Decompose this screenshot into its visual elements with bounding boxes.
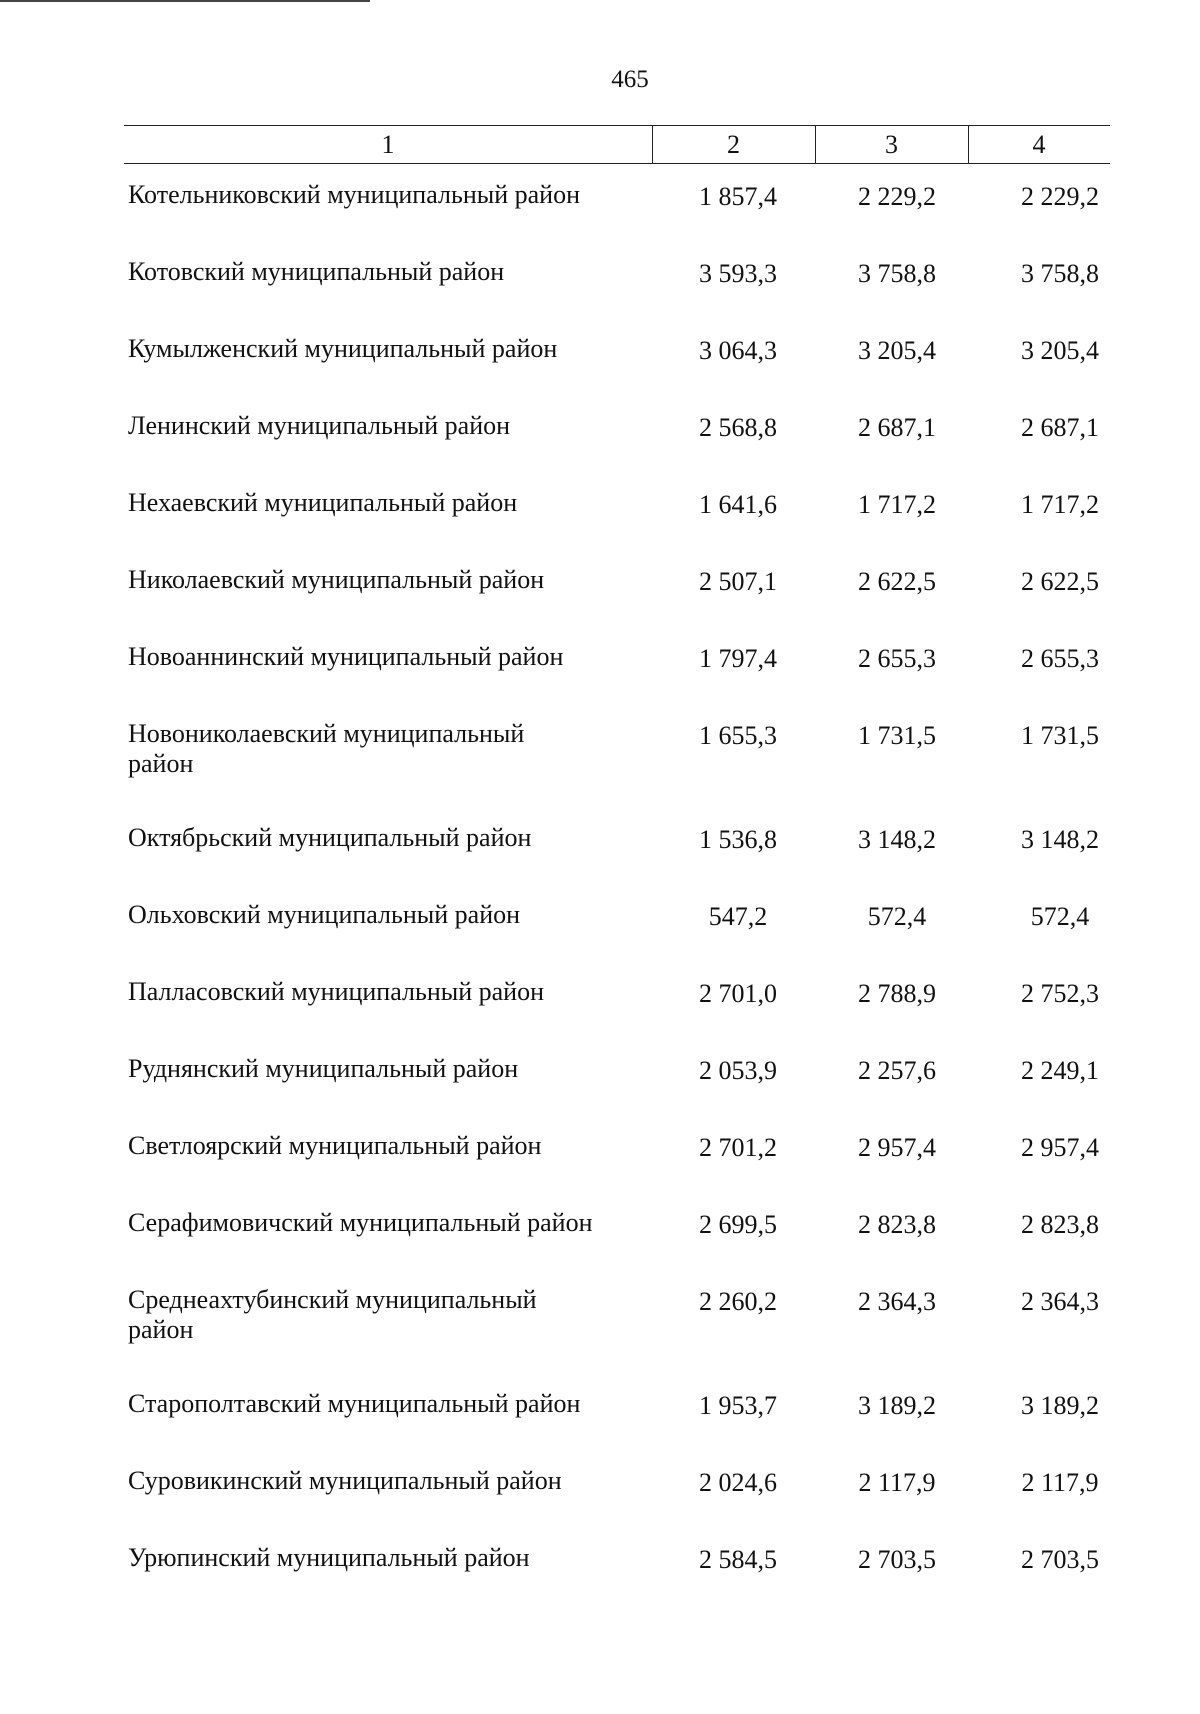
- value-col-4: 2 957,4: [1021, 1133, 1099, 1162]
- district-name: Котельниковский муниципальный район: [128, 180, 580, 209]
- table-row: [0, 334, 1200, 411]
- value-col-4: 2 703,5: [1021, 1545, 1099, 1574]
- header-col-3: 3: [885, 130, 898, 159]
- value-col-3: 3 758,8: [858, 259, 936, 288]
- value-col-4: 3 189,2: [1021, 1391, 1099, 1420]
- header-col-1: 1: [381, 130, 395, 159]
- value-col-4: 2 117,9: [1021, 1468, 1099, 1497]
- value-col-4: 3 758,8: [1021, 259, 1099, 288]
- table-row: [0, 1466, 1200, 1543]
- district-name: Новоаннинский муниципальный район: [128, 642, 564, 671]
- value-col-3: 2 788,9: [858, 979, 936, 1008]
- value-col-4: 1 731,5: [1021, 721, 1099, 750]
- value-col-4: 2 622,5: [1021, 567, 1099, 596]
- value-col-2: 1 953,7: [699, 1391, 777, 1420]
- district-name: Николаевский муниципальный район: [128, 565, 545, 594]
- district-name: Ленинский муниципальный район: [128, 411, 511, 440]
- value-col-3: 3 205,4: [858, 336, 936, 365]
- value-col-2: 2 507,1: [699, 567, 777, 596]
- header-top-rule: [124, 125, 1110, 126]
- value-col-4: 2 823,8: [1021, 1210, 1099, 1239]
- value-col-3: 2 229,2: [858, 182, 936, 211]
- table-row: [0, 1285, 1200, 1389]
- district-name: Нехаевский муниципальный район: [128, 488, 518, 517]
- value-col-3: 2 703,5: [858, 1545, 936, 1574]
- table-row: [0, 411, 1200, 488]
- table-row: [0, 1208, 1200, 1285]
- value-col-3: 2 957,4: [858, 1133, 936, 1162]
- value-col-2: 1 857,4: [699, 182, 777, 211]
- table-row: [0, 488, 1200, 565]
- page-number: 465: [611, 66, 649, 93]
- table-row: [0, 900, 1200, 977]
- value-col-2: 1 536,8: [699, 825, 777, 854]
- value-col-2: 2 701,0: [699, 979, 777, 1008]
- table-row: [0, 257, 1200, 334]
- value-col-4: 572,4: [1030, 902, 1090, 931]
- district-name: Новониколаевский муниципальный район: [128, 719, 525, 778]
- table-row: [0, 977, 1200, 1054]
- value-col-3: 2 364,3: [858, 1287, 936, 1316]
- table-row: [0, 823, 1200, 900]
- value-col-3: 572,4: [867, 902, 927, 931]
- scan-edge-line: [0, 0, 370, 2]
- district-name: Суровикинский муниципальный район: [128, 1466, 562, 1495]
- value-col-3: 3 189,2: [858, 1391, 936, 1420]
- district-name: Урюпинский муниципальный район: [128, 1543, 530, 1572]
- table-row: [0, 1389, 1200, 1466]
- value-col-3: 3 148,2: [858, 825, 936, 854]
- table-row: [0, 642, 1200, 719]
- value-col-4: 1 717,2: [1021, 490, 1099, 519]
- value-col-3: 2 823,8: [858, 1210, 936, 1239]
- value-col-3: 2 622,5: [858, 567, 936, 596]
- district-name: Светлоярский муниципальный район: [128, 1131, 542, 1160]
- value-col-2: 1 641,6: [699, 490, 777, 519]
- value-col-2: 2 053,9: [699, 1056, 777, 1085]
- value-col-2: 2 584,5: [699, 1545, 777, 1574]
- table-row: [0, 1543, 1200, 1613]
- value-col-2: 2 699,5: [699, 1210, 777, 1239]
- value-col-4: 3 205,4: [1021, 336, 1099, 365]
- value-col-2: 1 797,4: [699, 644, 777, 673]
- table-row: [0, 180, 1200, 257]
- table-row: [0, 719, 1200, 823]
- value-col-4: 2 655,3: [1021, 644, 1099, 673]
- value-col-2: 3 593,3: [699, 259, 777, 288]
- district-name: Руднянский муниципальный район: [128, 1054, 519, 1083]
- district-name: Палласовский муниципальный район: [128, 977, 544, 1006]
- header-col-2: 2: [727, 130, 740, 159]
- table-row: [0, 1054, 1200, 1131]
- value-col-2: 3 064,3: [699, 336, 777, 365]
- value-col-2: 2 568,8: [699, 413, 777, 442]
- value-col-3: 2 257,6: [858, 1056, 936, 1085]
- district-name: Серафимовичский муниципальный район: [128, 1208, 593, 1237]
- header-bottom-rule: [124, 163, 1110, 164]
- value-col-4: 2 364,3: [1021, 1287, 1099, 1316]
- district-name: Котовский муниципальный район: [128, 257, 505, 286]
- header-col-4: 4: [1032, 130, 1046, 159]
- district-name: Среднеахтубинский муниципальный район: [128, 1285, 537, 1344]
- value-col-4: 3 148,2: [1021, 825, 1099, 854]
- value-col-2: 547,2: [708, 902, 768, 931]
- district-name: Ольховский муниципальный район: [128, 900, 521, 929]
- value-col-4: 2 752,3: [1021, 979, 1099, 1008]
- value-col-4: 2 687,1: [1021, 413, 1099, 442]
- table-row: [0, 565, 1200, 642]
- value-col-3: 2 655,3: [858, 644, 936, 673]
- value-col-2: 2 024,6: [699, 1468, 777, 1497]
- value-col-2: 2 701,2: [699, 1133, 777, 1162]
- value-col-4: 2 229,2: [1021, 182, 1099, 211]
- value-col-3: 2 687,1: [858, 413, 936, 442]
- value-col-3: 1 731,5: [858, 721, 936, 750]
- table-body: [0, 180, 1200, 1613]
- district-name: Старополтавский муниципальный район: [128, 1389, 581, 1418]
- district-name: Кумылженский муниципальный район: [128, 334, 558, 363]
- value-col-3: 1 717,2: [858, 490, 936, 519]
- value-col-2: 2 260,2: [699, 1287, 777, 1316]
- value-col-4: 2 249,1: [1021, 1056, 1099, 1085]
- table-row: [0, 1131, 1200, 1208]
- value-col-3: 2 117,9: [858, 1468, 936, 1497]
- value-col-2: 1 655,3: [699, 721, 777, 750]
- district-name: Октябрьский муниципальный район: [128, 823, 532, 852]
